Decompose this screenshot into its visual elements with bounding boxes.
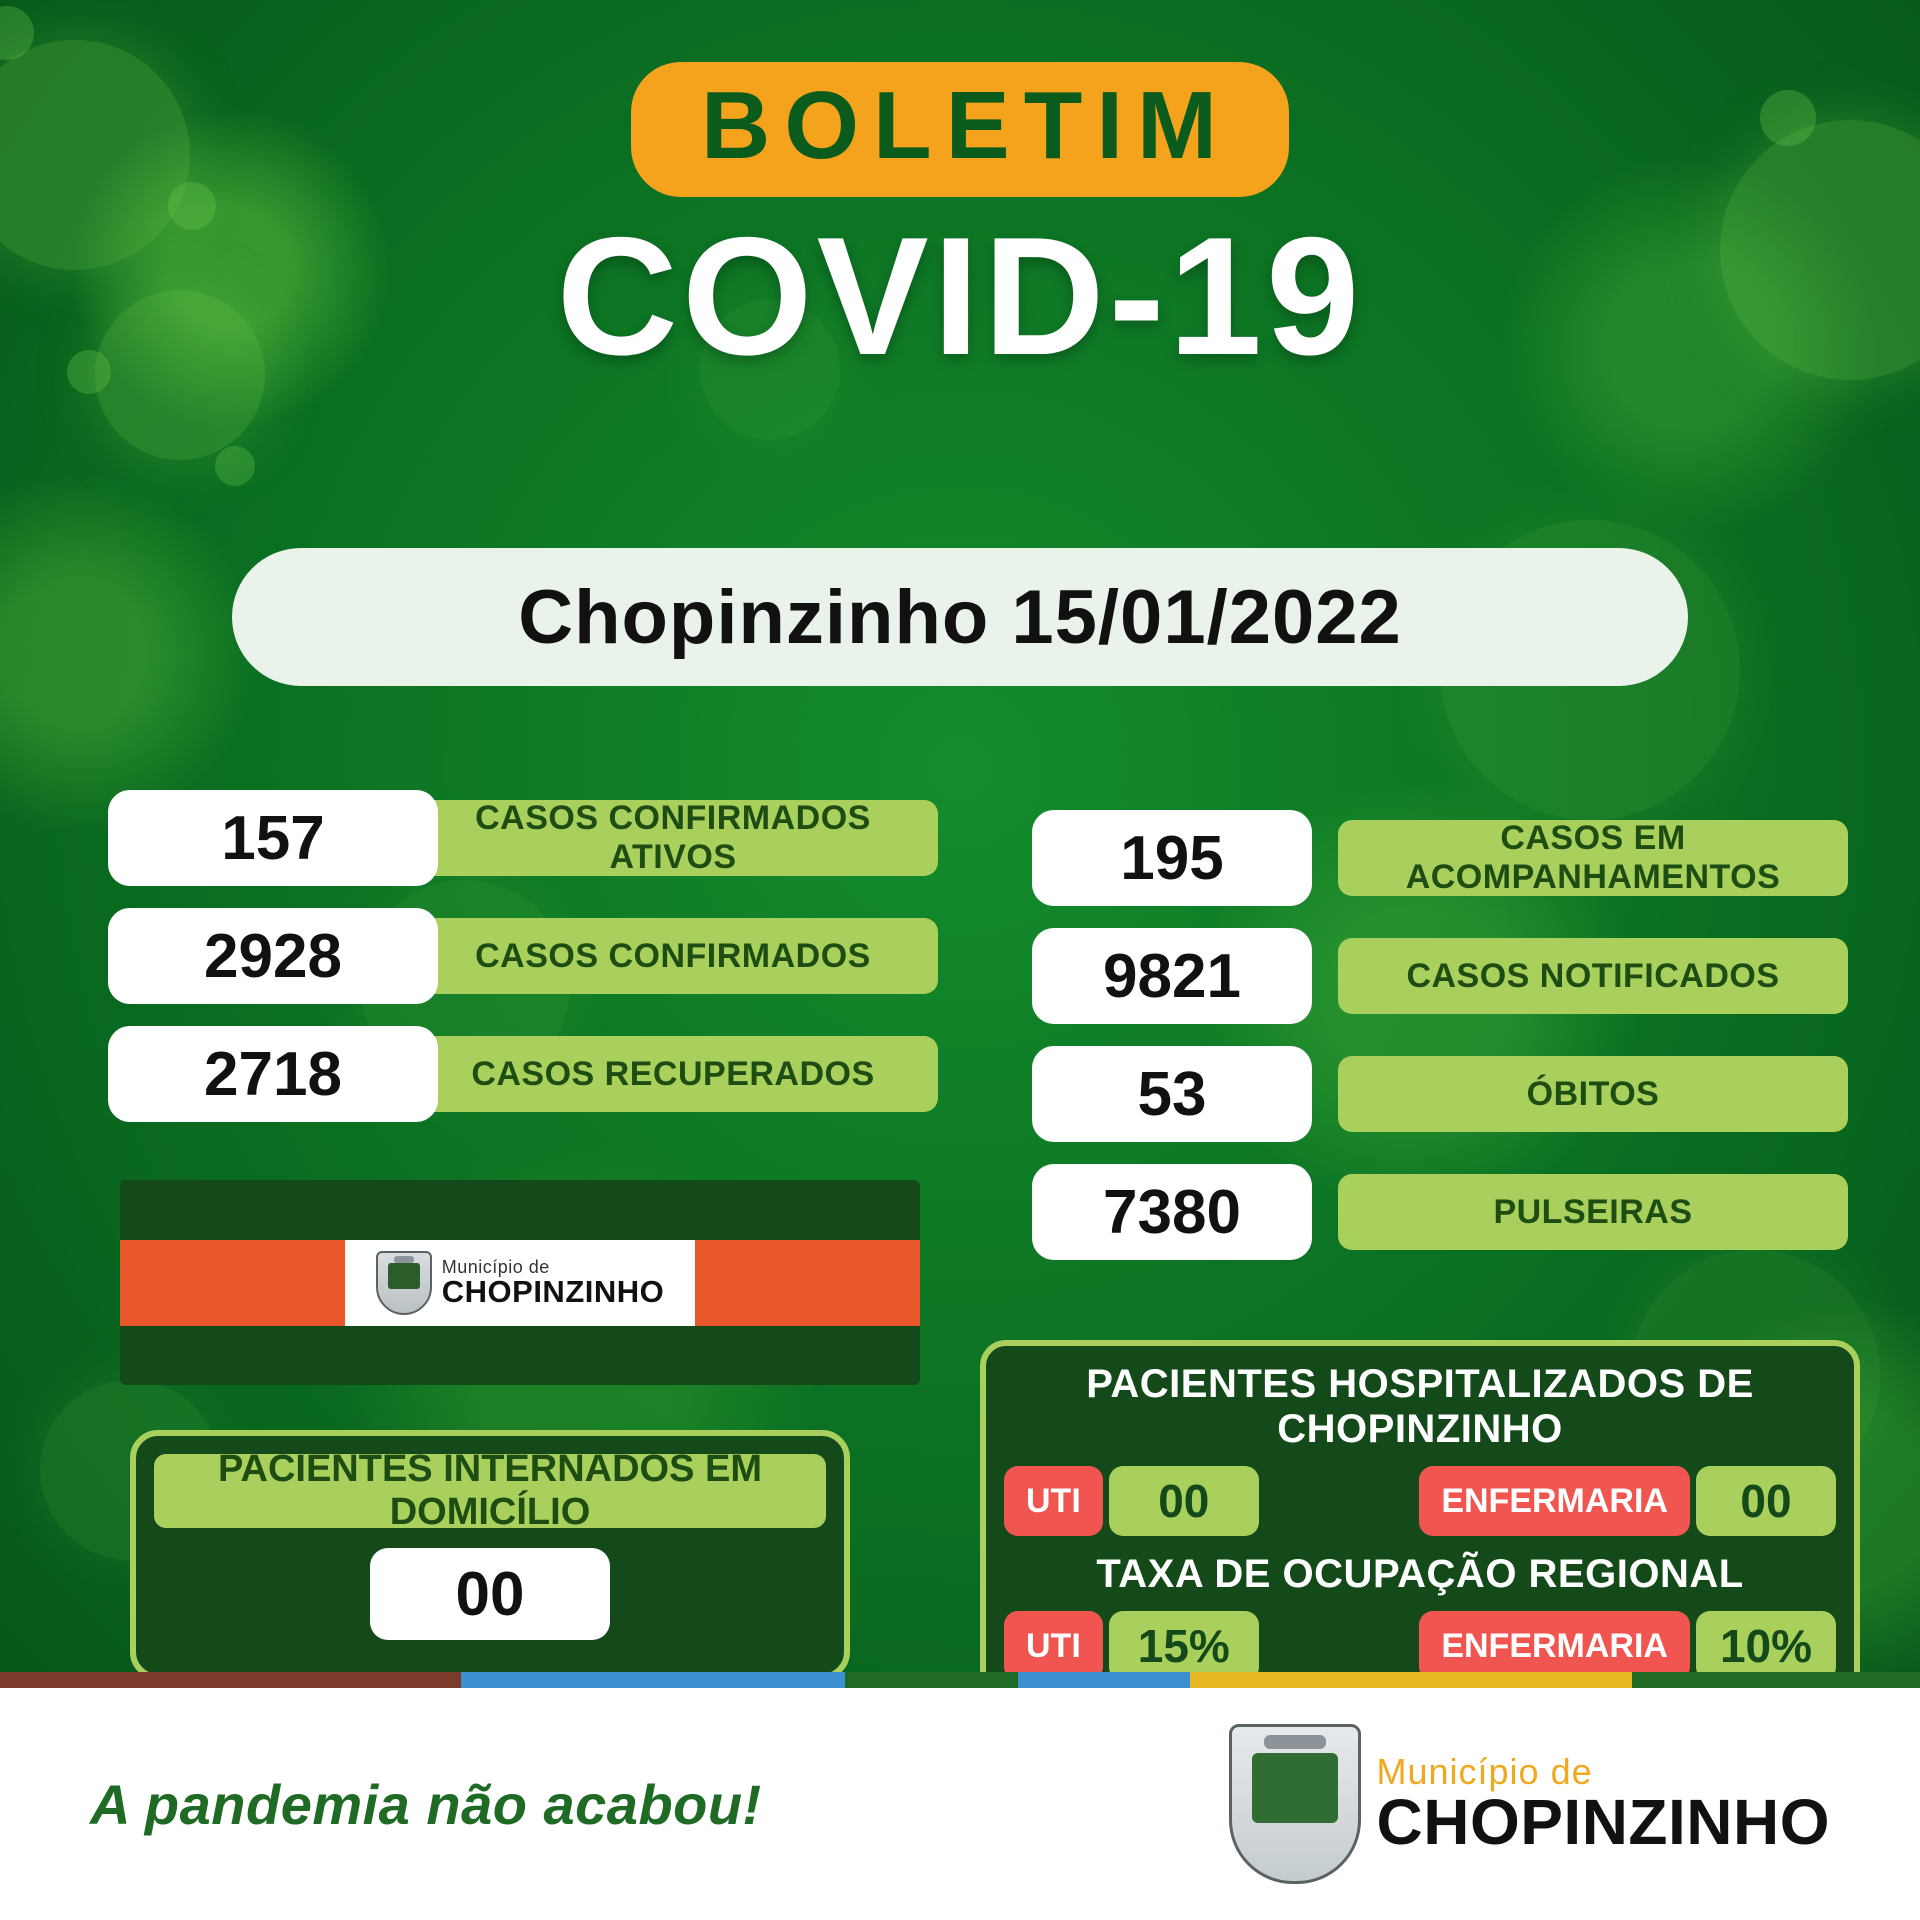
stat-label: CASOS NOTIFICADOS <box>1338 938 1848 1014</box>
occupancy-enfermaria-label: ENFERMARIA <box>1419 1611 1690 1681</box>
logo-strip <box>120 1240 920 1326</box>
uti-beds-pair <box>1004 1466 1259 1536</box>
stat-row <box>108 790 938 886</box>
occupancy-enfermaria-pair <box>1419 1611 1836 1681</box>
stat-label: ÓBITOS <box>1338 1056 1848 1132</box>
footer-logo <box>1229 1724 1831 1884</box>
occupancy-enfermaria-value: 10% <box>1696 1611 1836 1681</box>
logo-municipio: Município de <box>441 1257 550 1277</box>
stats-column-right <box>1008 810 1848 1282</box>
enfermaria-value: 00 <box>1696 1466 1836 1536</box>
stat-label: CASOS EM ACOMPANHAMENTOS <box>1338 820 1848 896</box>
hospitalized-title: PACIENTES HOSPITALIZADOS DE CHOPINZINHO <box>1086 1362 1754 1451</box>
stat-value: 195 <box>1032 810 1312 906</box>
footer-logo-text <box>1376 1751 1831 1858</box>
stat-row <box>108 908 938 1004</box>
enfermaria-label: ENFERMARIA <box>1419 1466 1690 1536</box>
coat-of-arms-icon <box>1229 1724 1361 1884</box>
stat-label: CASOS CONFIRMADOS <box>408 918 938 994</box>
stat-row <box>108 1026 938 1122</box>
city-date-text: Chopinzinho 15/01/2022 <box>518 574 1402 660</box>
stat-value: 2718 <box>108 1026 438 1122</box>
stat-value: 7380 <box>1032 1164 1312 1260</box>
home-card-title: PACIENTES INTERNADOS EM DOMICÍLIO <box>154 1454 826 1528</box>
hospitalized-patients-card <box>980 1340 1860 1700</box>
logo-white-block <box>345 1240 695 1326</box>
stat-value: 9821 <box>1032 928 1312 1024</box>
enfermaria-beds-pair <box>1419 1466 1836 1536</box>
home-card-value: 00 <box>370 1548 610 1640</box>
occupancy-uti-value: 15% <box>1109 1611 1259 1681</box>
logo-text <box>442 1258 665 1307</box>
stat-row <box>1008 810 1848 906</box>
stat-label: CASOS CONFIRMADOS ATIVOS <box>408 800 938 876</box>
footer-municipio: Município de <box>1376 1751 1593 1792</box>
occupancy-uti-pair <box>1004 1611 1259 1681</box>
occupancy-row <box>1004 1611 1836 1681</box>
stat-row <box>1008 1046 1848 1142</box>
logo-cidade: CHOPINZINHO <box>441 1274 665 1309</box>
home-hospitalized-card <box>130 1430 850 1680</box>
uti-label: UTI <box>1004 1466 1103 1536</box>
occupancy-title: TAXA DE OCUPAÇÃO REGIONAL <box>1096 1552 1744 1596</box>
footer-slogan: A pandemia não acabou! <box>90 1772 762 1836</box>
color-stripe <box>0 1672 1920 1688</box>
stat-row <box>1008 928 1848 1024</box>
stat-row <box>1008 1164 1848 1260</box>
stat-value: 157 <box>108 790 438 886</box>
header-badge-wrap <box>0 62 1920 197</box>
boletim-badge: BOLETIM <box>631 62 1289 197</box>
page-title: COVID-19 <box>556 202 1364 390</box>
city-date-bar <box>232 548 1688 686</box>
stat-label: PULSEIRAS <box>1338 1174 1848 1250</box>
stats-column-left <box>108 790 938 1144</box>
uti-value: 00 <box>1109 1466 1259 1536</box>
coat-of-arms-icon <box>376 1251 432 1315</box>
stat-value: 53 <box>1032 1046 1312 1142</box>
municipality-logo-card <box>120 1180 920 1385</box>
hospitalized-row <box>1004 1466 1836 1536</box>
footer <box>0 1688 1920 1920</box>
footer-cidade: CHOPINZINHO <box>1376 1786 1830 1858</box>
stat-label: CASOS RECUPERADOS <box>408 1036 938 1112</box>
stat-value: 2928 <box>108 908 438 1004</box>
occupancy-uti-label: UTI <box>1004 1611 1103 1681</box>
